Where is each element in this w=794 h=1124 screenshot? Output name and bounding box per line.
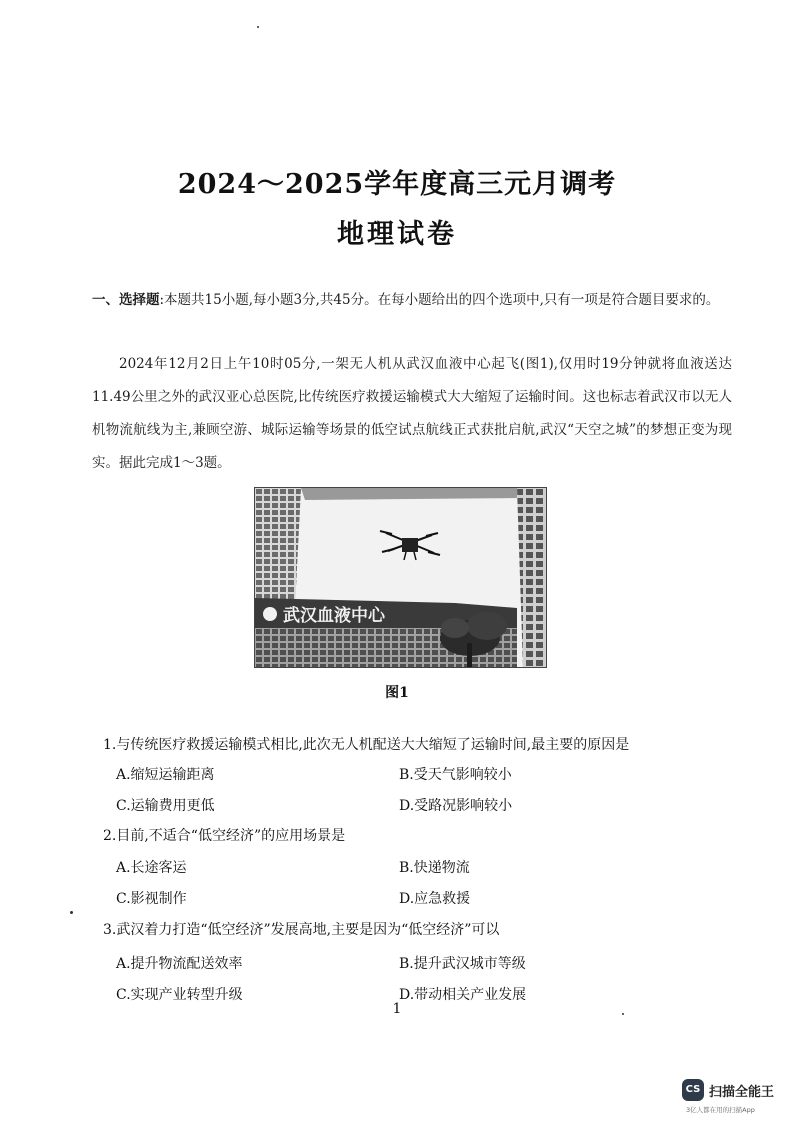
question-1-option-a: A.缩短运输距离 bbox=[116, 767, 215, 783]
center-logo bbox=[263, 607, 277, 621]
scan-speck bbox=[70, 911, 73, 914]
exam-title: 2024～2025学年度高三元月调考 bbox=[177, 169, 617, 200]
question-2-option-b: B.快递物流 bbox=[399, 860, 470, 876]
figure-caption: 图1 bbox=[385, 685, 409, 701]
drone-photo-illustration bbox=[255, 488, 546, 667]
question-1-option-b: B.受天气影响较小 bbox=[399, 767, 512, 783]
exam-subject-title: 地理试卷 bbox=[337, 219, 457, 250]
scan-speck bbox=[257, 26, 259, 28]
building-sign: 武汉血液中心 bbox=[283, 606, 385, 626]
question-2-option-a: A.长途客运 bbox=[116, 860, 187, 876]
left-building bbox=[255, 488, 301, 613]
question-1-option-c: C.运输费用更低 bbox=[116, 798, 215, 814]
question-2-stem: 2.目前,不适合“低空经济”的应用场景是 bbox=[103, 828, 346, 844]
figure-drone-photo bbox=[254, 487, 547, 668]
question-3-option-a: A.提升物流配送效率 bbox=[116, 956, 243, 972]
section-instructions bbox=[92, 284, 732, 317]
question-3-stem: 3.武汉着力打造“低空经济”发展高地,主要是因为“低空经济”可以 bbox=[103, 922, 500, 938]
scanner-app-name: 扫描全能王 bbox=[709, 1085, 775, 1100]
scanner-tagline: 3亿人都在用的扫描App bbox=[686, 1106, 755, 1114]
section-label: 一、选择题 bbox=[92, 292, 160, 308]
section-instructions-text: :本题共15小题,每小题3分,共45分。在每小题给出的四个选项中,只有一项是符合题目要求的。 bbox=[159, 292, 720, 308]
page-number: 1 bbox=[392, 1001, 402, 1017]
context-paragraph: 2024年12月2日上午10时05分,一架无人机从武汉血液中心起飞(图1),仅用时19分钟就将血液送达11.49公里之外的武汉亚心总医院,比传统医疗救援运输模式大大缩短了运输时间。这也标志着武汉市以无人机物流航线为主,兼顾空游、城际运输等场景的低空试点航线正式获批启航,武汉“天空之城”的梦想正变为现实。据此完成1～3题。 bbox=[92, 356, 732, 471]
scanner-logo-icon: CS bbox=[682, 1079, 704, 1101]
question-3-option-d: D.带动相关产业发展 bbox=[399, 987, 527, 1003]
question-3-option-b: B.提升武汉城市等级 bbox=[399, 956, 526, 972]
scanner-watermark bbox=[682, 1079, 786, 1117]
question-1-option-d: D.受路况影响较小 bbox=[399, 798, 513, 814]
question-1-stem: 1.与传统医疗救援运输模式相比,此次无人机配送大大缩短了运输时间,最主要的原因是 bbox=[103, 737, 630, 753]
scan-speck bbox=[622, 1013, 624, 1015]
question-3-option-c: C.实现产业转型升级 bbox=[116, 987, 243, 1003]
question-2-option-c: C.影视制作 bbox=[116, 891, 187, 907]
question-2-option-d: D.应急救援 bbox=[399, 891, 471, 907]
